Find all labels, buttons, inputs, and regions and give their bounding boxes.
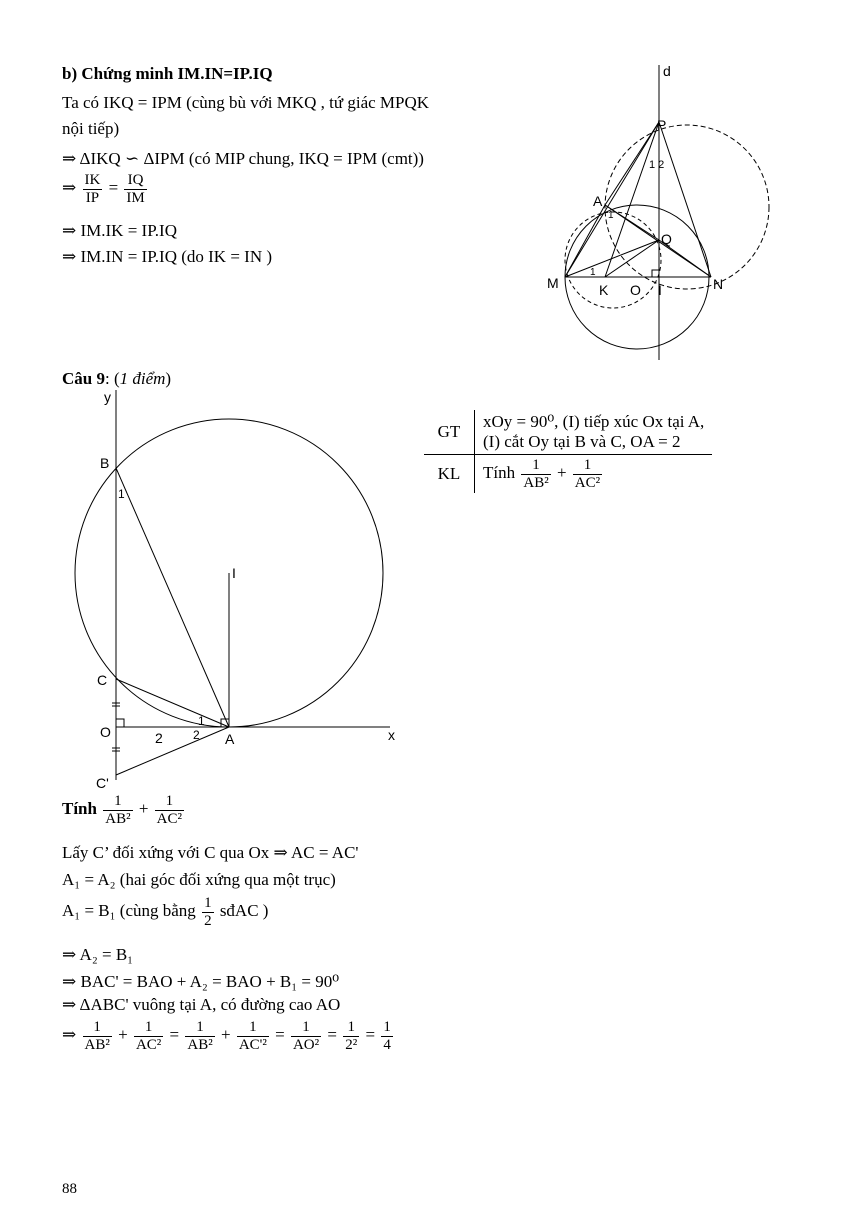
label-2-b: 2 <box>193 728 200 742</box>
part-b-line6: ⇒ IM.IN = IP.IQ (do IK = IN ) <box>62 247 273 266</box>
segment-c-prime-a <box>116 727 229 775</box>
dashed-circle-small <box>565 212 661 308</box>
label-1-m: 1 <box>590 267 596 278</box>
cau9-heading: Câu 9: (1 điểm) <box>62 369 172 388</box>
page-number: 88 <box>62 1181 77 1197</box>
equals-sign: = <box>108 177 119 197</box>
part-b-line1: Ta có IKQ = IPM (cùng bù với MKQ , tứ giác MPQK <box>62 93 430 112</box>
gt-line1: xOy = 90⁰, (I) tiếp xúc Ox tại A, <box>483 412 705 431</box>
part-b-line5: ⇒ IM.IK = IP.IQ <box>62 221 177 240</box>
geometry-diagram-2 <box>60 388 405 793</box>
kl-content: Tính $\frac{1}{\text{AB²}}$ + $\frac{1}{\text{AC²}}$ <box>483 457 601 491</box>
label-b: B <box>100 455 110 471</box>
geometry-diagram-1 <box>535 60 770 365</box>
fraction-iq-im: $\frac{IQ}{IM}$ <box>126 172 145 206</box>
label-p: P <box>657 117 667 133</box>
solution-line2: A₁ = A₂ (hai góc đối xứng qua một trục) <box>62 870 336 889</box>
solution-line5: ⇒ BAC' = BAO + A₂ = BAO + B₁ = 90⁰ <box>62 972 340 991</box>
label-q: Q <box>661 231 672 247</box>
part-b-line3: ⇒ ΔIKQ ∽ ΔIPM (có MIP chung, IKQ = IPM (cmt)) <box>62 149 424 168</box>
part-b-heading: b) Chứng minh IM.IN=IP.IQ <box>62 64 273 83</box>
label-a: A <box>225 731 235 747</box>
label-y: y <box>104 389 111 405</box>
given-conclusion-table <box>424 410 712 493</box>
label-n: N <box>713 276 724 292</box>
segment-ca <box>116 679 229 727</box>
label-k: K <box>599 282 609 298</box>
label-i: I <box>232 565 236 581</box>
fraction-ik-ip: $\frac{IK}{IP}$ <box>84 172 101 206</box>
solution-final-equation: ⇒ $\frac{1}{\text{AB²}}$ + $\frac{1}{\text{AC²}}$ = $\frac{1}{\text{AB²}}$ + $\frac{1}{\text{AC'²}}$ = $\frac{1}{\text{AO²}}$ = $\frac{1}{\text{2²}}$ = $\frac{1}{4}$ <box>62 1019 391 1053</box>
label-i: I <box>658 282 662 298</box>
label-1-a: 1 <box>198 714 205 728</box>
label-a: A <box>593 193 603 209</box>
kl-label: KL <box>424 455 475 494</box>
gt-line2: (I) cắt Oy tại B và C, OA = 2 <box>483 432 681 451</box>
segment-ba <box>116 468 229 727</box>
label-x: x <box>388 727 395 743</box>
implies-symbol: ⇒ <box>62 177 77 197</box>
label-m: M <box>547 275 559 291</box>
solution-line1: Lấy C’ đối xứng với C qua Ox ⇒ AC = AC' <box>62 843 359 862</box>
label-c: C <box>97 672 108 688</box>
solution-line6: ⇒ ΔABC' vuông tại A, có đường cao AO <box>62 995 341 1014</box>
label-2-a: 2 <box>155 730 163 746</box>
label-1-b: 1 <box>118 487 125 501</box>
label-o: O <box>100 724 111 740</box>
solution-line3: A₁ = B₁ (cùng bằng $\frac{1}{2}$ sđAC ) <box>62 895 269 929</box>
part-b-line4 <box>62 172 149 206</box>
gt-label: GT <box>424 410 475 455</box>
solution-line4: ⇒ A₂ = B₁ <box>62 945 134 964</box>
label-o: O <box>630 282 641 298</box>
label-d: d <box>663 63 671 79</box>
label-1-2: 1 2 <box>649 159 665 171</box>
label-1-a: 1 <box>608 210 614 221</box>
part-b-line2: nội tiếp) <box>62 119 120 138</box>
solution-title: Tính $\frac{1}{\text{AB²}}$ + $\frac{1}{\text{AC²}}$ <box>62 793 183 827</box>
label-c-prime: C' <box>96 775 109 791</box>
gt-content <box>475 410 713 455</box>
